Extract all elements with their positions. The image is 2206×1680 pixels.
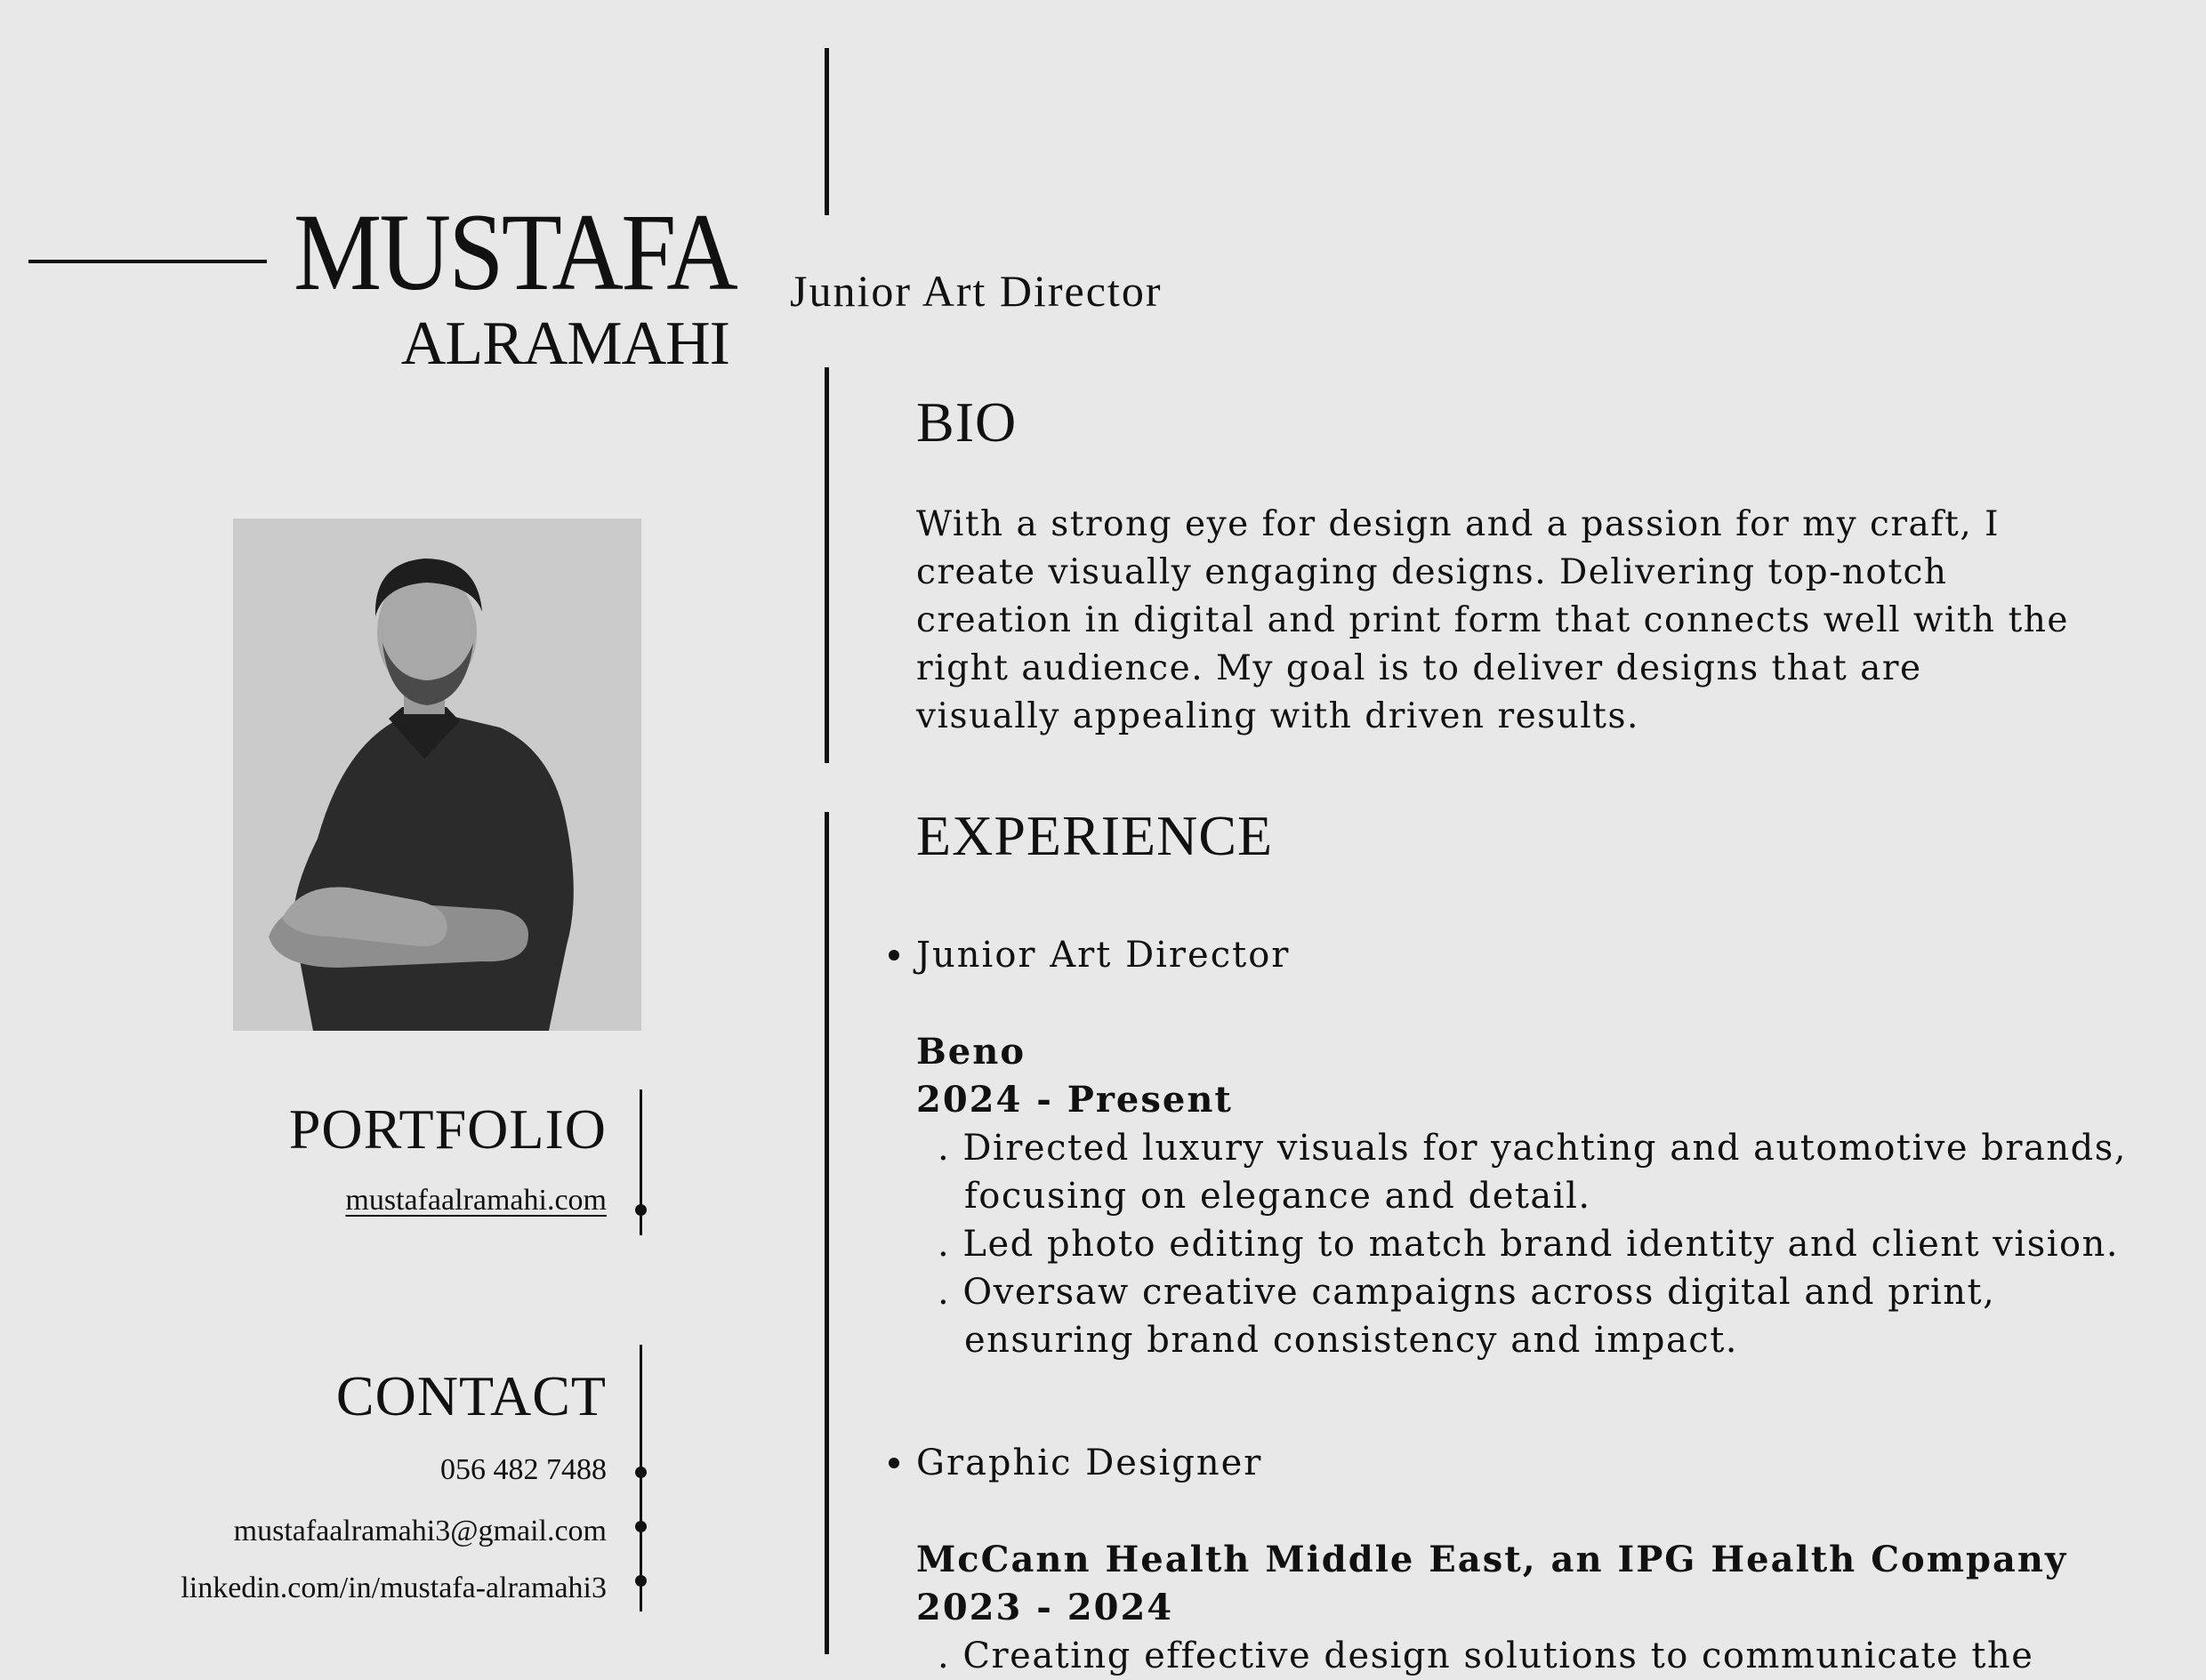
name-first: MUSTAFA xyxy=(294,191,737,313)
job-duty: focusing on elegance and detail. xyxy=(964,1176,1591,1217)
job-company: McCann Health Middle East, an IPG Health Company xyxy=(916,1539,2068,1580)
job-duty: ensuring brand consistency and impact. xyxy=(964,1320,1738,1361)
job-role: Graphic Designer xyxy=(916,1443,1263,1483)
job-period: 2023 - 2024 xyxy=(916,1587,1174,1628)
contact-email[interactable]: mustafaalramahi3@gmail.com xyxy=(233,1515,607,1547)
name-rule xyxy=(28,260,267,263)
contact-phone[interactable]: 056 482 7488 xyxy=(440,1453,607,1486)
contact-linkedin-dot xyxy=(635,1575,647,1587)
contact-heading: CONTACT xyxy=(335,1364,607,1427)
experience-divider xyxy=(825,812,829,1654)
job-bullet xyxy=(889,1458,899,1468)
job-duty: . Oversaw creative campaigns across digital and print, xyxy=(938,1272,1996,1313)
job-title: Junior Art Director xyxy=(790,266,1163,316)
bio-divider xyxy=(825,367,829,763)
person-image xyxy=(233,518,641,1031)
top-divider xyxy=(825,48,829,215)
portfolio-heading: PORTFOLIO xyxy=(288,1097,607,1161)
portfolio-link[interactable]: mustafaalramahi.com xyxy=(345,1184,607,1217)
job-company: Beno xyxy=(916,1031,1027,1073)
job-duty: . Directed luxury visuals for yachting and automotive brands, xyxy=(938,1128,2127,1169)
job-period: 2024 - Present xyxy=(916,1079,1233,1121)
job-duty: . Creating effective design solutions to communicate the xyxy=(938,1636,2034,1676)
bio-heading: BIO xyxy=(916,390,1018,454)
experience-heading: EXPERIENCE xyxy=(916,804,1274,867)
contact-line xyxy=(640,1345,642,1612)
job-duty: . Led photo editing to match brand identity and client vision. xyxy=(938,1224,2120,1265)
portfolio-dot xyxy=(635,1204,647,1216)
contact-email-dot xyxy=(635,1521,647,1532)
bio-text: With a strong eye for design and a passion for my craft, I create visually engaging designs. Delivering top-notch creation in digital and print form that connects well with the right audience. My goal is to deliver designs that are visually appealing with driven results. xyxy=(916,504,2069,736)
job-bullet xyxy=(889,950,899,961)
name-last: ALRAMAHI xyxy=(400,309,729,378)
profile-photo xyxy=(233,518,641,1031)
contact-phone-dot xyxy=(635,1467,647,1478)
job-role: Junior Art Director xyxy=(916,935,1291,976)
contact-linkedin[interactable]: linkedin.com/in/mustafa-alramahi3 xyxy=(181,1571,607,1604)
